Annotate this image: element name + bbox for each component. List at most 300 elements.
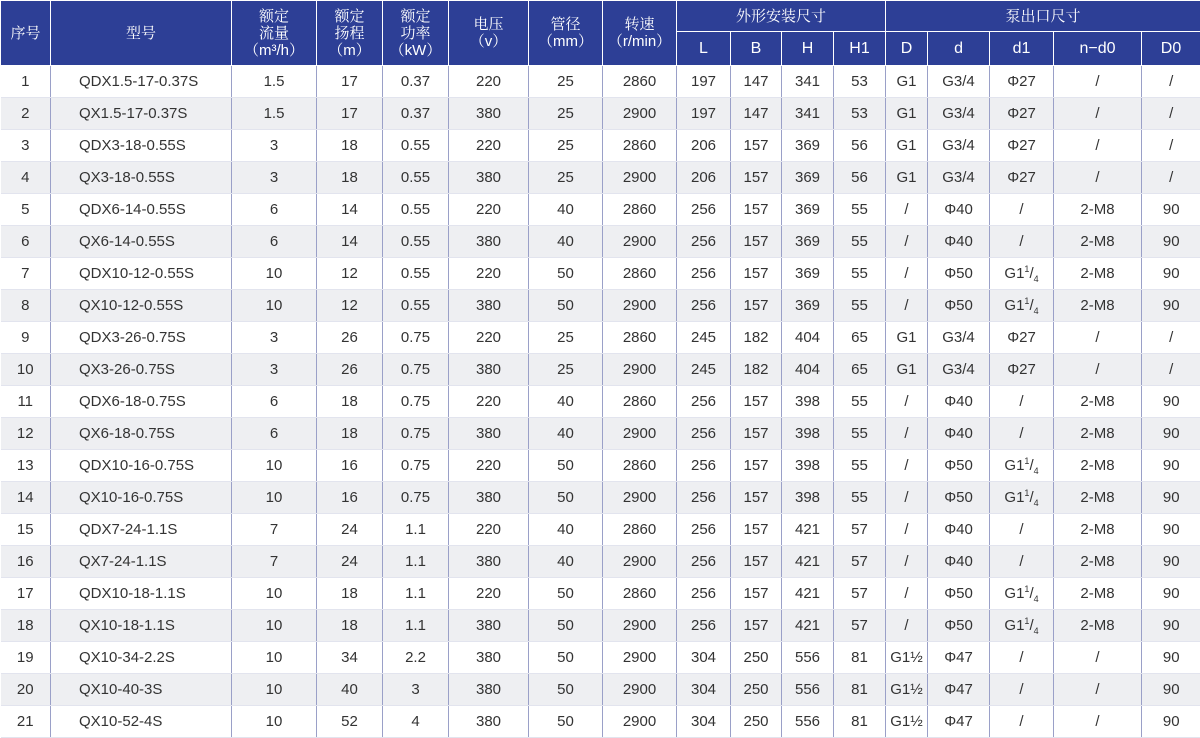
- table-row: [1, 546, 1200, 578]
- cell-voltage: 380: [449, 610, 529, 642]
- header-head: 额定 扬程 （m）: [317, 1, 383, 66]
- cell-head: 17: [317, 98, 383, 130]
- cell-L: 256: [677, 514, 731, 546]
- cell-head: 52: [317, 706, 383, 738]
- cell-H: 369: [782, 258, 834, 290]
- cell-model: QX6-18-0.75S: [51, 418, 232, 450]
- cell-H1: 55: [834, 290, 886, 322]
- cell-d1: $G1^1/_4$: [990, 578, 1054, 610]
- cell-flow: 7: [232, 514, 317, 546]
- cell-no: 2: [1, 98, 51, 130]
- cell-power: 0.37: [383, 66, 449, 98]
- cell-flow: 6: [232, 386, 317, 418]
- table-body: [1, 66, 1200, 738]
- cell-L: 256: [677, 450, 731, 482]
- table-row: [1, 226, 1200, 258]
- cell-B: 157: [731, 258, 782, 290]
- cell-head: 18: [317, 610, 383, 642]
- header-outlet-d: d: [928, 32, 990, 66]
- cell-B: 182: [731, 354, 782, 386]
- cell-flow: 10: [232, 450, 317, 482]
- cell-L: 304: [677, 706, 731, 738]
- cell-voltage: 380: [449, 162, 529, 194]
- cell-L: 206: [677, 162, 731, 194]
- cell-n-d0: /: [1054, 706, 1142, 738]
- cell-H: 556: [782, 706, 834, 738]
- cell-no: 11: [1, 386, 51, 418]
- table-row: [1, 290, 1200, 322]
- cell-flow: 10: [232, 674, 317, 706]
- cell-flow: 1.5: [232, 66, 317, 98]
- cell-pipe: 25: [529, 130, 603, 162]
- cell-D: /: [886, 610, 928, 642]
- cell-speed: 2860: [603, 514, 677, 546]
- cell-d1: /: [990, 226, 1054, 258]
- cell-D0: 90: [1142, 258, 1200, 290]
- cell-D: G1½: [886, 642, 928, 674]
- cell-H: 369: [782, 130, 834, 162]
- cell-D: /: [886, 258, 928, 290]
- cell-no: 14: [1, 482, 51, 514]
- cell-speed: 2860: [603, 450, 677, 482]
- cell-flow: 3: [232, 162, 317, 194]
- cell-d1: /: [990, 706, 1054, 738]
- cell-H: 421: [782, 514, 834, 546]
- cell-n-d0: 2-M8: [1054, 610, 1142, 642]
- cell-D: G1: [886, 98, 928, 130]
- cell-pipe: 25: [529, 354, 603, 386]
- cell-power: 0.55: [383, 162, 449, 194]
- header-outlet-n-d0: n−d0: [1054, 32, 1142, 66]
- cell-model: QX10-18-1.1S: [51, 610, 232, 642]
- cell-d1: $G1^1/_4$: [990, 450, 1054, 482]
- header-row-top: [1, 1, 1200, 32]
- cell-D0: 90: [1142, 610, 1200, 642]
- table-row: [1, 258, 1200, 290]
- cell-d: G3/4: [928, 66, 990, 98]
- cell-d: Φ50: [928, 258, 990, 290]
- cell-D0: 90: [1142, 706, 1200, 738]
- cell-pipe: 25: [529, 322, 603, 354]
- cell-B: 250: [731, 674, 782, 706]
- cell-model: QDX1.5-17-0.37S: [51, 66, 232, 98]
- cell-voltage: 220: [449, 322, 529, 354]
- cell-H1: 55: [834, 194, 886, 226]
- cell-D0: 90: [1142, 578, 1200, 610]
- cell-model: QX10-16-0.75S: [51, 482, 232, 514]
- table-row: [1, 386, 1200, 418]
- cell-head: 24: [317, 546, 383, 578]
- cell-L: 304: [677, 674, 731, 706]
- cell-B: 157: [731, 610, 782, 642]
- cell-L: 256: [677, 258, 731, 290]
- cell-pipe: 40: [529, 226, 603, 258]
- cell-D: G1: [886, 322, 928, 354]
- header-install-L: L: [677, 32, 731, 66]
- cell-B: 250: [731, 706, 782, 738]
- cell-voltage: 380: [449, 418, 529, 450]
- cell-B: 157: [731, 514, 782, 546]
- cell-power: 3: [383, 674, 449, 706]
- cell-H1: 65: [834, 322, 886, 354]
- cell-d1: $G1^1/_4$: [990, 258, 1054, 290]
- table-row: [1, 98, 1200, 130]
- cell-L: 256: [677, 226, 731, 258]
- cell-d: Φ50: [928, 578, 990, 610]
- cell-n-d0: 2-M8: [1054, 226, 1142, 258]
- cell-d: Φ50: [928, 450, 990, 482]
- cell-D0: 90: [1142, 418, 1200, 450]
- cell-model: QX3-26-0.75S: [51, 354, 232, 386]
- cell-model: QX6-14-0.55S: [51, 226, 232, 258]
- cell-D0: 90: [1142, 514, 1200, 546]
- cell-head: 18: [317, 386, 383, 418]
- cell-no: 8: [1, 290, 51, 322]
- cell-speed: 2900: [603, 226, 677, 258]
- cell-L: 197: [677, 66, 731, 98]
- cell-speed: 2900: [603, 546, 677, 578]
- cell-head: 14: [317, 226, 383, 258]
- cell-d1: /: [990, 514, 1054, 546]
- cell-power: 0.75: [383, 482, 449, 514]
- cell-voltage: 380: [449, 226, 529, 258]
- cell-D: /: [886, 226, 928, 258]
- cell-H: 404: [782, 322, 834, 354]
- cell-head: 26: [317, 354, 383, 386]
- table-row: [1, 322, 1200, 354]
- header-outlet-D0: D0: [1142, 32, 1200, 66]
- cell-flow: 6: [232, 194, 317, 226]
- cell-head: 17: [317, 66, 383, 98]
- cell-model: QDX10-16-0.75S: [51, 450, 232, 482]
- cell-no: 16: [1, 546, 51, 578]
- cell-flow: 3: [232, 354, 317, 386]
- cell-head: 26: [317, 322, 383, 354]
- cell-speed: 2860: [603, 130, 677, 162]
- cell-speed: 2860: [603, 386, 677, 418]
- cell-B: 147: [731, 66, 782, 98]
- cell-L: 256: [677, 610, 731, 642]
- cell-L: 256: [677, 290, 731, 322]
- cell-d1: $G1^1/_4$: [990, 610, 1054, 642]
- cell-B: 157: [731, 546, 782, 578]
- cell-head: 16: [317, 450, 383, 482]
- cell-B: 250: [731, 642, 782, 674]
- cell-flow: 7: [232, 546, 317, 578]
- cell-no: 6: [1, 226, 51, 258]
- cell-d: Φ40: [928, 194, 990, 226]
- cell-no: 5: [1, 194, 51, 226]
- cell-head: 18: [317, 130, 383, 162]
- cell-d: G3/4: [928, 322, 990, 354]
- cell-head: 18: [317, 418, 383, 450]
- cell-power: 1.1: [383, 546, 449, 578]
- cell-H1: 57: [834, 578, 886, 610]
- cell-B: 147: [731, 98, 782, 130]
- cell-D: G1½: [886, 706, 928, 738]
- cell-D: /: [886, 546, 928, 578]
- cell-flow: 10: [232, 610, 317, 642]
- cell-B: 157: [731, 386, 782, 418]
- cell-voltage: 380: [449, 706, 529, 738]
- cell-D0: 90: [1142, 450, 1200, 482]
- cell-model: QX10-34-2.2S: [51, 642, 232, 674]
- cell-n-d0: /: [1054, 98, 1142, 130]
- cell-voltage: 220: [449, 386, 529, 418]
- cell-H: 369: [782, 226, 834, 258]
- cell-voltage: 380: [449, 482, 529, 514]
- cell-voltage: 220: [449, 258, 529, 290]
- header-outlet-d1: d1: [990, 32, 1054, 66]
- table-row: [1, 418, 1200, 450]
- cell-no: 13: [1, 450, 51, 482]
- cell-model: QDX7-24-1.1S: [51, 514, 232, 546]
- cell-pipe: 40: [529, 514, 603, 546]
- cell-D0: 90: [1142, 482, 1200, 514]
- cell-voltage: 220: [449, 130, 529, 162]
- cell-pipe: 40: [529, 546, 603, 578]
- cell-speed: 2900: [603, 674, 677, 706]
- cell-d1: $G1^1/_4$: [990, 482, 1054, 514]
- cell-L: 256: [677, 546, 731, 578]
- cell-H1: 81: [834, 642, 886, 674]
- cell-no: 21: [1, 706, 51, 738]
- cell-d1: /: [990, 194, 1054, 226]
- cell-H: 398: [782, 450, 834, 482]
- cell-H: 398: [782, 386, 834, 418]
- cell-D: /: [886, 514, 928, 546]
- header-outlet-D: D: [886, 32, 928, 66]
- cell-pipe: 40: [529, 418, 603, 450]
- cell-d: Φ40: [928, 418, 990, 450]
- header-install-group: 外形安装尺寸: [677, 1, 886, 32]
- cell-D0: /: [1142, 66, 1200, 98]
- cell-no: 19: [1, 642, 51, 674]
- cell-n-d0: 2-M8: [1054, 258, 1142, 290]
- cell-H1: 55: [834, 418, 886, 450]
- cell-pipe: 50: [529, 290, 603, 322]
- cell-speed: 2860: [603, 194, 677, 226]
- cell-speed: 2860: [603, 66, 677, 98]
- cell-speed: 2860: [603, 578, 677, 610]
- cell-model: QDX6-14-0.55S: [51, 194, 232, 226]
- cell-d: Φ47: [928, 642, 990, 674]
- cell-D: /: [886, 578, 928, 610]
- cell-model: QDX10-18-1.1S: [51, 578, 232, 610]
- header-install-H: H: [782, 32, 834, 66]
- cell-d: Φ40: [928, 226, 990, 258]
- cell-pipe: 50: [529, 642, 603, 674]
- cell-H1: 55: [834, 482, 886, 514]
- cell-speed: 2900: [603, 162, 677, 194]
- header-speed: 转速 （r/min）: [603, 1, 677, 66]
- cell-model: QX7-24-1.1S: [51, 546, 232, 578]
- cell-d: G3/4: [928, 98, 990, 130]
- cell-flow: 10: [232, 290, 317, 322]
- cell-H1: 65: [834, 354, 886, 386]
- cell-L: 245: [677, 354, 731, 386]
- cell-D0: 90: [1142, 546, 1200, 578]
- cell-power: 0.75: [383, 418, 449, 450]
- cell-model: QX3-18-0.55S: [51, 162, 232, 194]
- cell-d: Φ50: [928, 610, 990, 642]
- cell-H1: 56: [834, 162, 886, 194]
- cell-power: 1.1: [383, 610, 449, 642]
- cell-B: 157: [731, 162, 782, 194]
- cell-head: 12: [317, 290, 383, 322]
- table-row: [1, 578, 1200, 610]
- cell-H1: 57: [834, 514, 886, 546]
- cell-voltage: 380: [449, 546, 529, 578]
- cell-L: 304: [677, 642, 731, 674]
- cell-speed: 2860: [603, 322, 677, 354]
- cell-n-d0: 2-M8: [1054, 482, 1142, 514]
- cell-D0: 90: [1142, 226, 1200, 258]
- header-model: 型号: [51, 1, 232, 66]
- cell-D: G1: [886, 354, 928, 386]
- cell-n-d0: /: [1054, 162, 1142, 194]
- cell-flow: 6: [232, 226, 317, 258]
- cell-voltage: 380: [449, 674, 529, 706]
- table-row: [1, 610, 1200, 642]
- cell-d: G3/4: [928, 130, 990, 162]
- cell-d: Φ40: [928, 514, 990, 546]
- cell-n-d0: 2-M8: [1054, 514, 1142, 546]
- cell-d: Φ50: [928, 290, 990, 322]
- table-row: [1, 642, 1200, 674]
- cell-D: /: [886, 482, 928, 514]
- cell-B: 157: [731, 130, 782, 162]
- cell-D0: 90: [1142, 642, 1200, 674]
- cell-speed: 2900: [603, 354, 677, 386]
- cell-power: 2.2: [383, 642, 449, 674]
- cell-L: 256: [677, 194, 731, 226]
- cell-power: 0.37: [383, 98, 449, 130]
- table-row: [1, 514, 1200, 546]
- cell-power: 0.55: [383, 258, 449, 290]
- cell-no: 20: [1, 674, 51, 706]
- cell-B: 157: [731, 450, 782, 482]
- cell-d: G3/4: [928, 354, 990, 386]
- cell-voltage: 220: [449, 194, 529, 226]
- cell-pipe: 25: [529, 98, 603, 130]
- cell-pipe: 50: [529, 578, 603, 610]
- cell-n-d0: 2-M8: [1054, 386, 1142, 418]
- cell-pipe: 40: [529, 386, 603, 418]
- cell-no: 4: [1, 162, 51, 194]
- cell-flow: 10: [232, 482, 317, 514]
- cell-power: 0.75: [383, 322, 449, 354]
- cell-power: 1.1: [383, 514, 449, 546]
- cell-n-d0: 2-M8: [1054, 546, 1142, 578]
- cell-pipe: 50: [529, 706, 603, 738]
- table-row: [1, 482, 1200, 514]
- cell-n-d0: /: [1054, 66, 1142, 98]
- cell-head: 34: [317, 642, 383, 674]
- cell-d1: /: [990, 546, 1054, 578]
- cell-n-d0: /: [1054, 354, 1142, 386]
- cell-H: 369: [782, 194, 834, 226]
- cell-voltage: 220: [449, 450, 529, 482]
- cell-L: 256: [677, 482, 731, 514]
- cell-B: 157: [731, 482, 782, 514]
- cell-H1: 53: [834, 66, 886, 98]
- header-power: 额定 功率 （kW）: [383, 1, 449, 66]
- cell-D: G1: [886, 162, 928, 194]
- cell-D0: /: [1142, 130, 1200, 162]
- cell-speed: 2900: [603, 642, 677, 674]
- cell-H: 556: [782, 674, 834, 706]
- cell-power: 1.1: [383, 578, 449, 610]
- table-row: [1, 130, 1200, 162]
- cell-d1: Φ27: [990, 66, 1054, 98]
- cell-model: QDX3-26-0.75S: [51, 322, 232, 354]
- cell-head: 18: [317, 162, 383, 194]
- cell-model: QDX3-18-0.55S: [51, 130, 232, 162]
- cell-no: 10: [1, 354, 51, 386]
- cell-flow: 10: [232, 578, 317, 610]
- cell-power: 4: [383, 706, 449, 738]
- cell-speed: 2900: [603, 610, 677, 642]
- cell-n-d0: 2-M8: [1054, 290, 1142, 322]
- cell-n-d0: 2-M8: [1054, 578, 1142, 610]
- cell-H: 398: [782, 482, 834, 514]
- cell-H1: 57: [834, 546, 886, 578]
- cell-d: Φ47: [928, 706, 990, 738]
- header-flow: 额定 流量 （m³/h）: [232, 1, 317, 66]
- cell-B: 157: [731, 226, 782, 258]
- table-row: [1, 706, 1200, 738]
- cell-power: 0.75: [383, 450, 449, 482]
- cell-L: 256: [677, 578, 731, 610]
- cell-D0: 90: [1142, 674, 1200, 706]
- cell-d: G3/4: [928, 162, 990, 194]
- cell-B: 182: [731, 322, 782, 354]
- cell-D: /: [886, 386, 928, 418]
- header-install-B: B: [731, 32, 782, 66]
- table-row: [1, 354, 1200, 386]
- cell-D0: /: [1142, 98, 1200, 130]
- cell-pipe: 50: [529, 258, 603, 290]
- cell-no: 17: [1, 578, 51, 610]
- header-no: 序号: [1, 1, 51, 66]
- cell-voltage: 380: [449, 98, 529, 130]
- cell-head: 12: [317, 258, 383, 290]
- cell-pipe: 50: [529, 610, 603, 642]
- cell-H: 341: [782, 98, 834, 130]
- cell-H1: 57: [834, 610, 886, 642]
- cell-L: 245: [677, 322, 731, 354]
- cell-speed: 2900: [603, 418, 677, 450]
- cell-n-d0: /: [1054, 130, 1142, 162]
- cell-no: 3: [1, 130, 51, 162]
- cell-H: 369: [782, 290, 834, 322]
- cell-H1: 55: [834, 386, 886, 418]
- cell-power: 0.75: [383, 386, 449, 418]
- cell-voltage: 380: [449, 290, 529, 322]
- cell-speed: 2900: [603, 290, 677, 322]
- header-outlet-group: 泵出口尺寸: [886, 1, 1200, 32]
- cell-D0: 90: [1142, 194, 1200, 226]
- cell-L: 256: [677, 386, 731, 418]
- cell-voltage: 220: [449, 66, 529, 98]
- cell-no: 15: [1, 514, 51, 546]
- cell-B: 157: [731, 290, 782, 322]
- cell-model: QDX10-12-0.55S: [51, 258, 232, 290]
- cell-no: 12: [1, 418, 51, 450]
- cell-n-d0: 2-M8: [1054, 450, 1142, 482]
- table-row: [1, 162, 1200, 194]
